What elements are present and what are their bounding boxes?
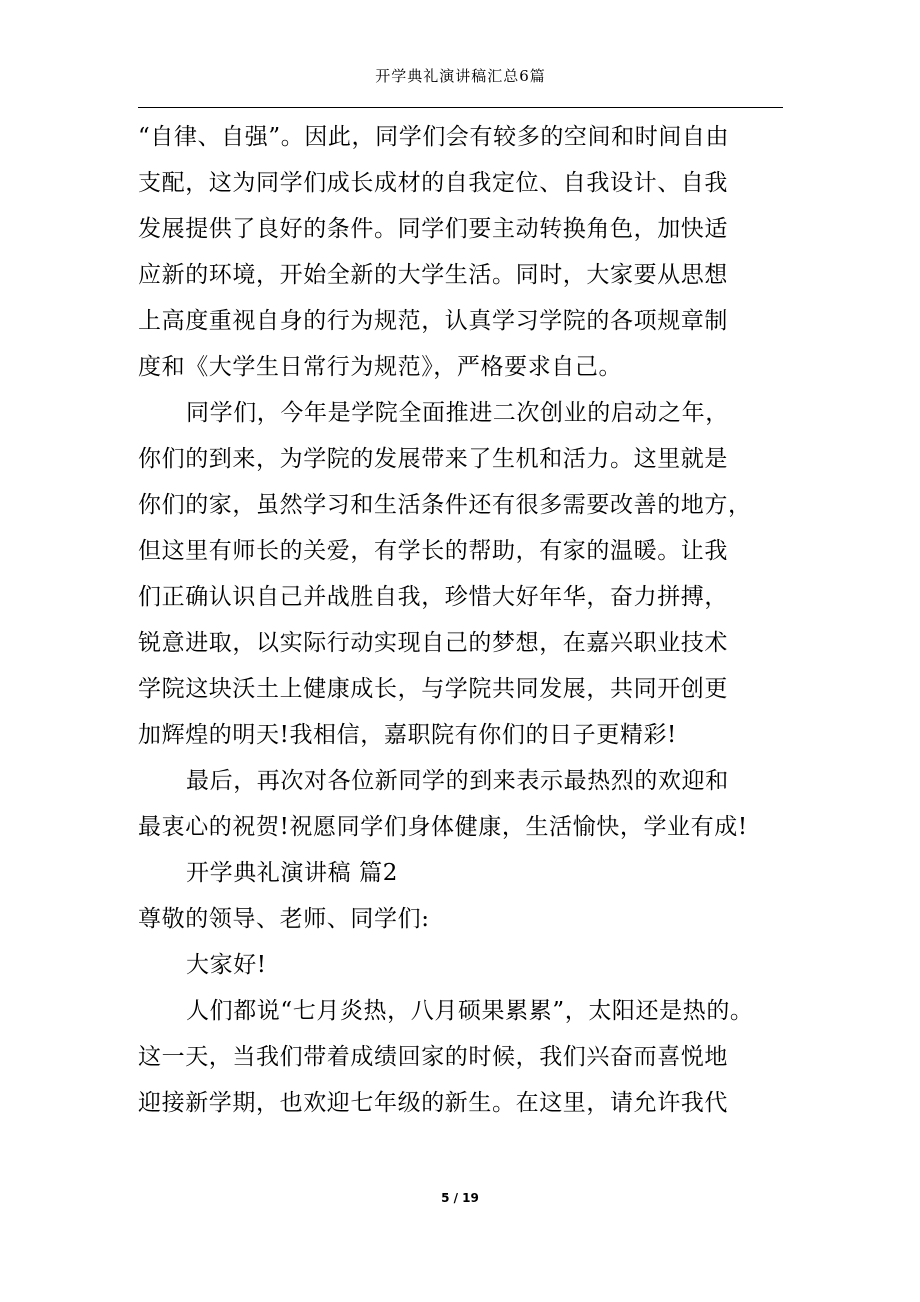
salutation-line: 尊敬的领导、老师、同学们:	[138, 906, 430, 932]
text-line: 但这里有师长的关爱，有学长的帮助，有家的温暖。让我	[138, 538, 728, 564]
text-line: 们正确认识自己并战胜自我，珍惜大好年华，奋力拼搏，	[138, 584, 728, 610]
text-line: 迎接新学期，也欢迎七年级的新生。在这里，请允许我代	[138, 1090, 728, 1116]
text-line: 加辉煌的明天!我相信，嘉职院有你们的日子更精彩!	[138, 722, 677, 748]
text-line: 学院这块沃土上健康成长，与学院共同发展，共同开创更	[138, 676, 728, 702]
text-line: 这一天，当我们带着成绩回家的时候，我们兴奋而喜悦地	[138, 1044, 728, 1070]
text-line: 你们的家，虽然学习和生活条件还有很多需要改善的地方，	[138, 492, 752, 518]
text-line: 度和《大学生日常行为规范》，严格要求自己。	[138, 354, 623, 380]
text-line: 最衷心的祝贺!祝愿同学们身体健康，生活愉快，学业有成!	[138, 814, 748, 840]
section-heading: 开学典礼演讲稿 篇2	[186, 860, 398, 886]
text-line: 你们的到来，为学院的发展带来了生机和活力。这里就是	[138, 446, 728, 472]
page-number: 5 / 19	[441, 1191, 479, 1205]
text-line: “自律、自强”。因此，同学们会有较多的空间和时间自由	[138, 124, 730, 150]
text-line: 锐意进取，以实际行动实现自己的梦想，在嘉兴职业技术	[138, 630, 728, 656]
text-line: 最后，再次对各位新同学的到来表示最热烈的欢迎和	[186, 768, 729, 794]
document-body	[138, 114, 798, 1126]
text-line: 支配，这为同学们成长成材的自我定位、自我设计、自我	[138, 170, 728, 196]
header-divider	[138, 107, 783, 108]
text-line: 人们都说“七月炎热，八月硕果累累”，太阳还是热的。	[186, 998, 754, 1024]
text-line: 应新的环境，开始全新的大学生活。同时，大家要从思想	[138, 262, 728, 288]
text-line: 发展提供了良好的条件。同学们要主动转换角色，加快适	[138, 216, 728, 242]
page-header-title: 开学典礼演讲稿汇总6篇	[375, 67, 546, 85]
greeting-line: 大家好!	[186, 952, 267, 978]
text-line: 同学们，今年是学院全面推进二次创业的启动之年，	[186, 400, 729, 426]
text-line: 上高度重视自身的行为规范，认真学习学院的各项规章制	[138, 308, 728, 334]
